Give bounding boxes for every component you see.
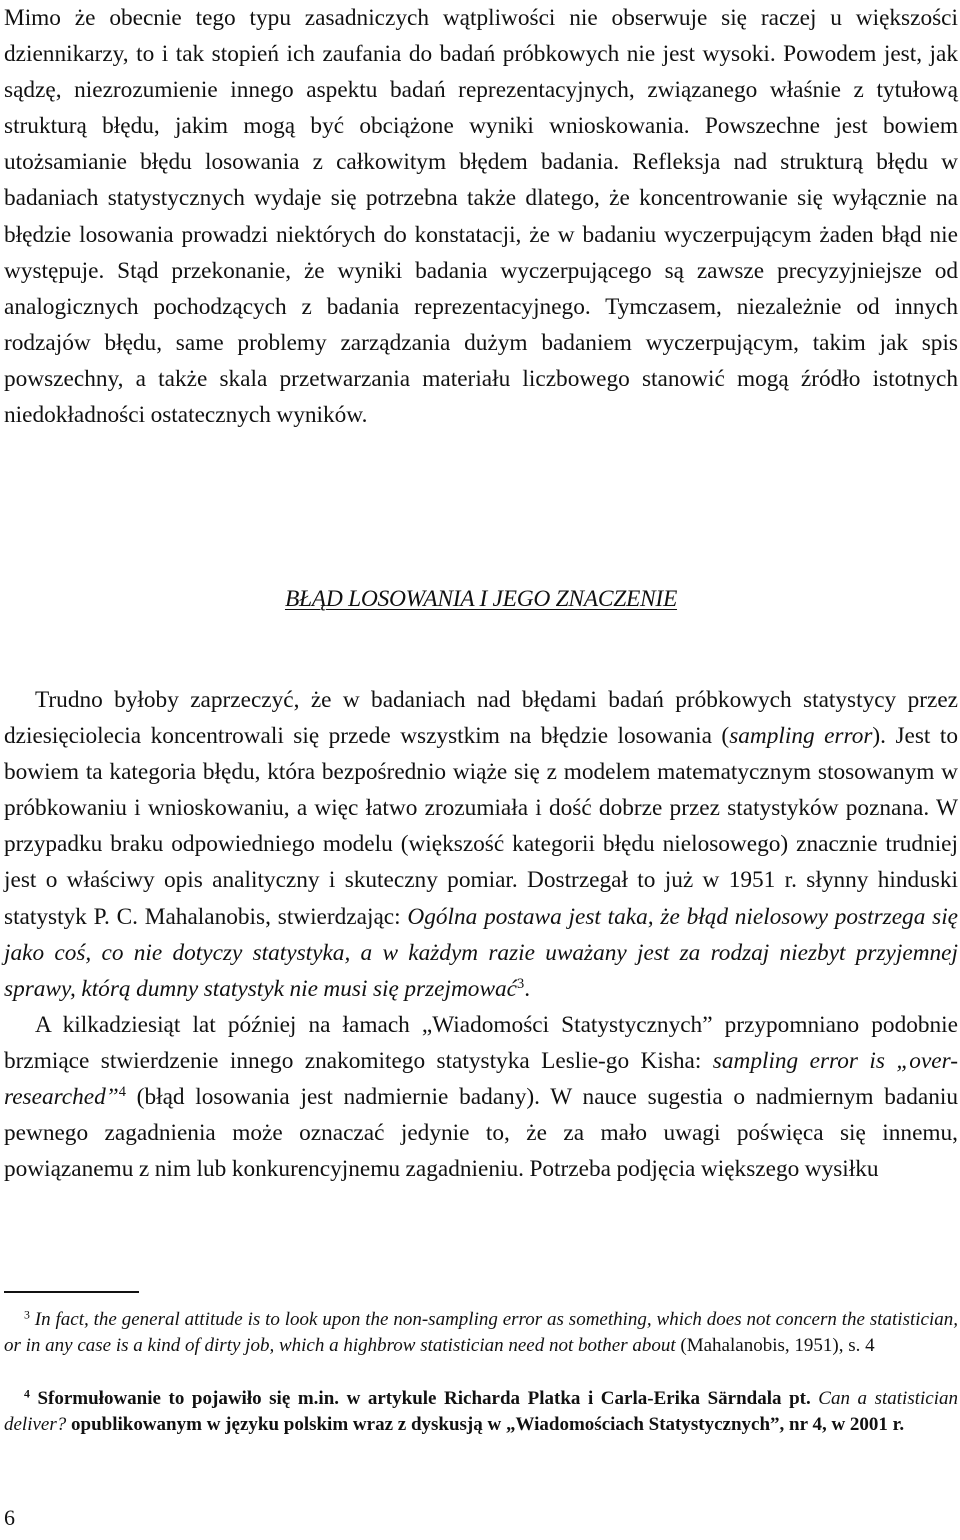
body-text-block <box>4 682 958 1187</box>
text-run: Trudno byłoby zaprzeczyć, że w badaniach nad błędami badań próbkowych statystycy przez dziesięciolecia koncentrowali się przede wszystkim na błędzie losowania ( <box>4 687 958 750</box>
article-title: Can a statistician deliver? <box>4 1388 958 1436</box>
footnote-number: 4 <box>24 1387 30 1401</box>
text-run: (błąd losowania jest nadmiernie badany). W nauce sugestia o nadmiernym badaniu pewnego zagadnienia może oznaczać jedynie to, że za mało uwagi poświęca się innemu, powiązanemu z nim lub konkurencyjnemu zagadnieniu. Potrzeba podjęcia większego wysiłku <box>4 1084 958 1183</box>
footnote-source: (Mahalanobis, 1951), s. 4 <box>675 1335 875 1357</box>
body-paragraph <box>4 1007 958 1187</box>
document-page <box>4 0 958 1540</box>
body-paragraph <box>4 682 958 1007</box>
text-run: ). Jest to bowiem ta kategoria błędu, która bezpośrednio wiąże się z modelem matematycznym stosowanym w próbkowaniu i wnioskowaniu, a więc łatwo zrozumiała i dość dobrze przez statystyków poznana. W przypadku braku odpowiedniego modelu (większość kategorii błędu nielosowego) znacznie trudniej jest o właściwy opis analityczny i skuteczny pomiar. Dostrzegał to już w 1951 r. słynny hinduski statystyk P. C. Mahalanobis, stwierdzając: <box>4 723 958 930</box>
text-run: Sformułowanie to pojawiło się m.in. w artykule Richarda Platka i Carla-Erika Särndala pt. <box>29 1388 819 1409</box>
italic-quote: Ogólna postawa jest taka, że błąd nielosowy postrzega się jako coś, co nie dotyczy statystyka, a w każdym razie uważany jest za rodzaj niezbyt przyjemnej sprawy, którą dumny statystyk nie musi się przejmować <box>4 903 959 1002</box>
page-number: 6 <box>4 1505 15 1530</box>
footnote-reference[interactable]: 4 <box>118 1084 126 1101</box>
footnote-number: 3 <box>24 1308 30 1322</box>
footnote-quote: In fact, the general attitude is to look upon the non-sampling error as something, which does not concern the statistician, or in any case is a kind of dirty job, which a highbrow statistician need not bother about <box>4 1309 958 1357</box>
text-run: A kilkadziesiąt lat później na łamach „Wiadomości Statystycznych” przypomniano podobnie brzmiące stwierdzenie innego znakomitego statystyka Leslie-go Kisha: <box>4 1011 958 1074</box>
section-heading: BŁĄD LOSOWANIA I JEGO ZNACZENIE <box>284 586 678 612</box>
footnote <box>4 1386 958 1438</box>
italic-term: sampling error <box>729 723 873 750</box>
text-run: opublikowanym w języku polskim wraz z dyskusją w „Wiadomościach Statystycznych”, nr 4, w 2001 r. <box>66 1414 905 1436</box>
text-run: . <box>524 975 531 1002</box>
footnote-reference[interactable]: 3 <box>516 975 525 992</box>
footnote-separator <box>4 1291 139 1293</box>
footnote <box>4 1307 958 1359</box>
body-paragraph: Mimo że obecnie tego typu zasadniczych wątpliwości nie obserwuje się raczej u większości dziennikarzy, to i tak stopień ich zaufania do badań próbkowych nie jest wysoki. Powodem jest, jak sądzę, niezrozumienie innego aspektu badań reprezentacyjnych, związanego właśnie z tytułową strukturą błędu, jakim mogą być obciążone wyniki wnioskowania. Powszechne jest bowiem utożsamianie błędu losowania z całkowitym błędem badania. Refleksja nad strukturą błędu w badaniach statystycznych wydaje się potrzebna także dlatego, że koncentrowanie się wyłącznie na błędzie losowania prowadzi niektórych do konstatacji, że w badaniu wyczerpującym żaden błąd nie występuje. Stąd przekonanie, że wyniki badania wyczerpującego są zawsze precyzyjniejsze od analogicznych pochodzących z badania reprezentacyjnego. Tymczasem, niezależnie od innych rodzajów błędu, same problemy zarządzania dużym badaniem wyczerpującym, takim jak spis powszechny, a także skala przetwarzania materiału liczbowego stanowić mogą źródło istotnych niedokładności ostatecznych wyników. <box>4 5 958 429</box>
italic-quote: sampling error is „over-researched” <box>4 1047 958 1111</box>
